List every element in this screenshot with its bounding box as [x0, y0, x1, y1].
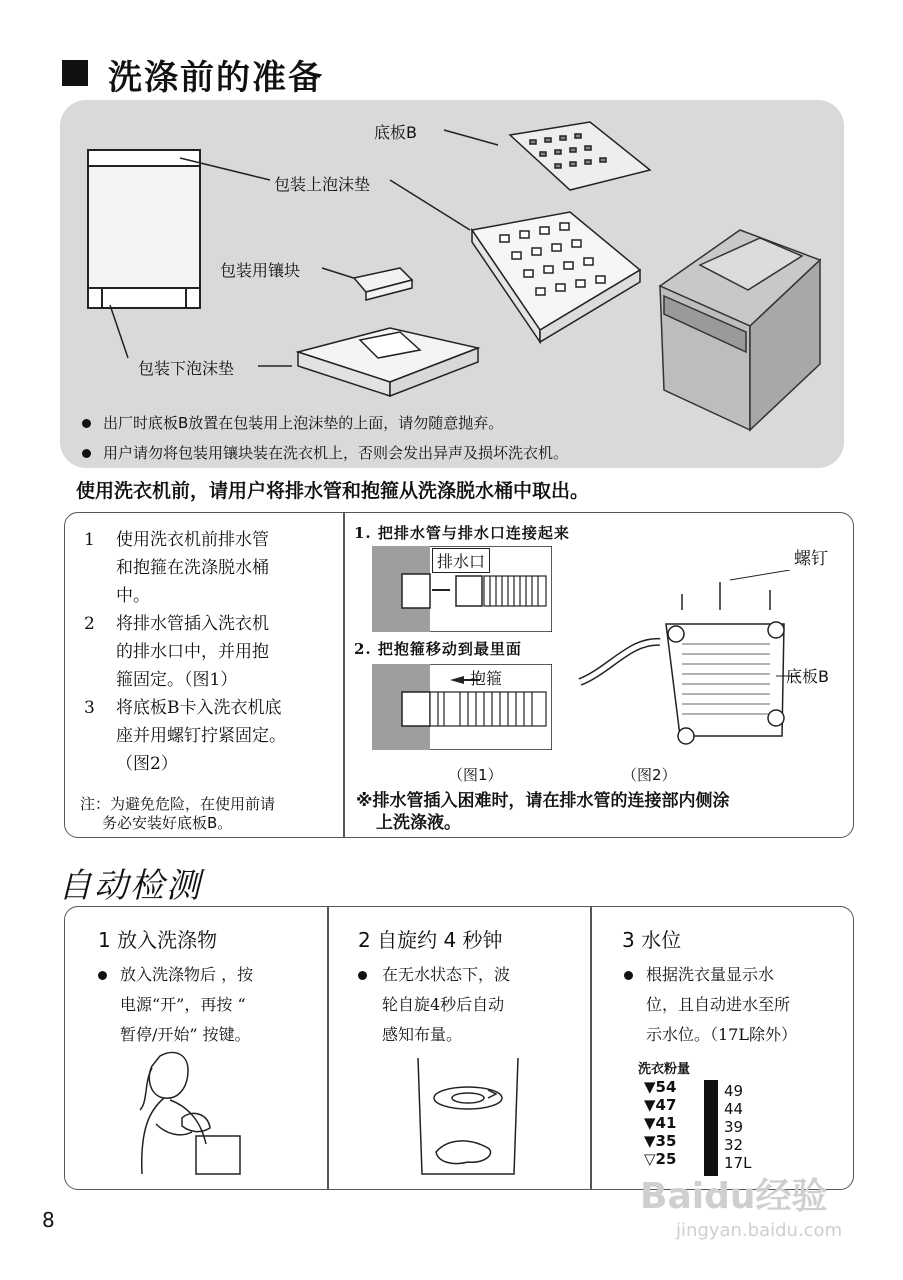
cup-icon: ▽: [644, 1150, 656, 1168]
fig1-lower-drawing: [372, 664, 552, 750]
auto-col-text-1: 放入洗涤物后 ，按 电源“开”，再按 “ 暂停/开始” 按键。: [120, 965, 254, 1044]
label-lower-foam: 包装下泡沫垫: [138, 359, 235, 378]
water-level-value: 44: [724, 1100, 744, 1118]
install-tip: ※排水管插入困难时，请在排水管的连接部内侧涂 上洗涤液。: [356, 791, 730, 833]
detergent-value: ▼47: [644, 1096, 677, 1114]
fig1-step1-heading: 1. 把排水管与排水口连接起来: [354, 524, 570, 542]
install-step: 3 将底板B卡入洗衣机底 座并用螺钉拧紧固定。 （图2）: [84, 698, 286, 774]
bullet-dot-icon: [358, 971, 367, 980]
auto-col-title-2: 2 自旋约 4 秒钟: [358, 928, 503, 952]
label-upper-foam: 包装上泡沫垫: [274, 175, 371, 194]
install-step: 1 使用洗衣机前排水管 和抱箍在洗涤脱水桶 中。: [84, 530, 269, 606]
water-level-value: 39: [724, 1118, 744, 1136]
auto-divider-1: [327, 906, 329, 1190]
fig1-step2-heading: 2. 把抱箍移动到最里面: [354, 640, 522, 658]
auto-col-title-3: 3 水位: [622, 928, 682, 952]
cup-icon: ▼: [644, 1078, 656, 1096]
auto-col-text-3: 根据洗衣量显示水 位，且自动进水至所 示水位。（17L除外）: [646, 965, 797, 1044]
water-level-value: 17L: [724, 1154, 752, 1172]
water-level-value: 49: [724, 1082, 744, 1100]
install-divider: [343, 512, 345, 838]
bullet-dot-icon: [98, 971, 107, 980]
auto-detect-title: 自动检测: [58, 866, 202, 906]
section-title: 洗涤前的准备: [108, 58, 324, 98]
cup-icon: ▼: [644, 1132, 656, 1150]
lower-foam-drawing: [298, 328, 478, 396]
watermark-logo: Baidu经验: [640, 1176, 828, 1217]
label-insert-block: 包装用镶块: [220, 261, 301, 280]
insert-block-drawing: [354, 268, 412, 300]
install-step: 2 将排水管插入洗衣机 的排水口中，并用抱 箍固定。（图1）: [84, 614, 269, 690]
page-number: 8: [42, 1208, 55, 1232]
detergent-scale: [644, 1078, 676, 1168]
fig1-caption: （图1）: [448, 766, 503, 784]
section-title-square: [62, 60, 88, 86]
auto-col-text-2: 在无水状态下，波 轮自旋4秒后自动 感知布量。: [382, 965, 511, 1044]
water-level-value: 32: [724, 1136, 744, 1154]
cup-icon: ▼: [644, 1114, 656, 1132]
fig2-drawing: [570, 570, 820, 750]
woman-loading-laundry-illustration: [130, 1048, 250, 1176]
auto-col-title-1: 1 放入洗涤物: [98, 928, 218, 952]
detergent-amount-label: 洗衣粉量: [638, 1062, 691, 1077]
auto-divider-2: [590, 906, 592, 1190]
box-outline: [88, 150, 200, 308]
clamp-label: 抱箍: [470, 669, 503, 688]
install-note: 注：为避免危险，在使用前请 务必安装好底板B。: [80, 795, 276, 832]
upper-foam-drawing: [472, 212, 640, 342]
bullet-dot-icon: [624, 971, 633, 980]
base-plate-drawing: [510, 122, 650, 190]
water-level-scale: [724, 1082, 751, 1172]
label-base-plate: 底板B: [374, 123, 417, 142]
spinning-tub-illustration: [408, 1054, 528, 1182]
bullet-dot-icon: [82, 449, 91, 458]
watermark-url: jingyan.baidu.com: [676, 1220, 843, 1241]
detergent-value: ▼54: [644, 1078, 677, 1096]
screw-label: 螺钉: [794, 549, 828, 569]
install-steps: [84, 526, 334, 778]
fig2-base-plate-label: 底板B: [786, 667, 829, 686]
bullet-dot-icon: [82, 419, 91, 428]
detergent-value: ▼35: [644, 1132, 677, 1150]
detergent-value: ▼41: [644, 1114, 677, 1132]
bullet-item: 用户请勿将包装用镶块装在洗衣机上，否则会发出异声及损坏洗衣机。: [82, 442, 568, 463]
detergent-value: ▽25: [644, 1150, 677, 1168]
washing-machine-drawing: [660, 230, 820, 430]
drain-outlet-label: 排水口: [432, 548, 490, 573]
cup-icon: ▼: [644, 1096, 656, 1114]
fig2-caption: （图2）: [622, 766, 677, 784]
bullet-item: 出厂时底板B放置在包装用上泡沫垫的上面，请勿随意抛弃。: [82, 412, 503, 433]
water-level-bar: [704, 1080, 718, 1176]
preparation-subtitle: 使用洗衣机前，请用户将排水管和抱箍从洗涤脱水桶中取出。: [76, 480, 590, 502]
